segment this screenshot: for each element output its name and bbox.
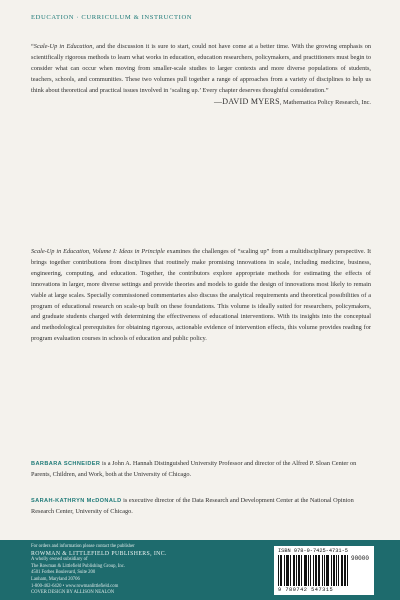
quote-body: , and the discussion it is sure to start, could not have come at a better time. With the growing emphasis on scientifically rigorous methods to learn what works in education, education researchers, policymakers, and practitioners must begin to consider what can occur when moving from smaller-scale studies to larger contexts and more diverse populations of students, teachers, schools, and communities. These two volumes pull together a range of approaches from a variety of disciplines to help us think about theoretical and practical issues involved in ‘scaling up.’ Every chapter deserves thoughtful consideration.” [31,43,372,94]
attribution-org: , Mathematica Policy Research, Inc. [279,98,371,106]
publisher-name: ROWMAN & LITTLEFIELD PUBLISHERS, INC. [31,550,167,557]
quote-open: “ [31,43,34,50]
publisher-subsidiary-line: A wholly owned subsidiary of [31,557,88,563]
publisher-group-line: The Rowman & Littlefield Publishing Group, Inc. [31,563,125,569]
author-bio [31,459,371,481]
description-text: examines the challenges of “scaling up” from a multidisciplinary perspective. It brings together contributions from disciplines that routinely make promising innovations in scale, including medicine, business, engineering, computing, and education. Together, the contributors explore appropriate methods for estimating the effects of innovations in larger, more diverse settings and provide theories and models to guide the design of innovations most likely to remain viable at large scales. Specially commissioned commentaries also discuss the analytical requirements and theoretical possibilities of a program of educational research on scale-up built on these foundations. This volume is ideally suited for researchers, policymakers, and graduate students charged with determining the effectiveness of educational interventions. With its insights into the conceptual and methodological prerequisites for obtaining rigorous, actionable evidence of intervention effects, this volume provides reading for program evaluation courses in schools of education and public policy. [31,248,371,343]
publisher-city-line: Lanham, Maryland 20706 [31,576,80,582]
cover-design-credit: COVER DESIGN BY ALLISON NEALON [31,590,115,596]
author-name: SARAH-KATHRYN McDONALD [31,498,122,504]
author-name: BARBARA SCHNEIDER [31,461,101,467]
quote-attribution [31,97,371,109]
description-title: Scale-Up in Education, Volume I: Ideas in Principle [31,248,165,255]
publisher-address-line: 4501 Forbes Boulevard, Suite 200 [31,570,96,576]
publisher-info [31,544,167,597]
publisher-footer [0,540,400,600]
author-bio-text: is a John A. Hannah Distinguished University Professor and director of the Alfred P. Sloan Center on Parents, Children, and Work, both at the University of Chicago. [31,460,357,478]
price-code: 90000 [350,555,369,562]
endorsement-quote [31,42,371,108]
barcode-bars [278,555,348,587]
attribution-name: —DAVID MYERS [213,96,280,106]
barcode-number: 9 780742 547315 [278,587,334,593]
author-bio-text: is executive director of the Data Research and Development Center at the National Opinion Research Center, University of Chicago. [31,497,354,515]
author-bio [31,496,371,518]
isbn-text: ISBN 978-0-7425-4731-5 [278,548,348,554]
category-label: EDUCATION · CURRICULUM & INSTRUCTION [31,14,193,21]
book-description [31,247,371,345]
quote-book-title: Scale-Up in Education [33,43,93,50]
publisher-phone-web-line: 1-800-462-6420 • www.rowmanlittlefield.com [31,583,119,589]
barcode-box [274,546,374,595]
publisher-contact-line: For orders and information please contact the publisher [31,544,135,549]
